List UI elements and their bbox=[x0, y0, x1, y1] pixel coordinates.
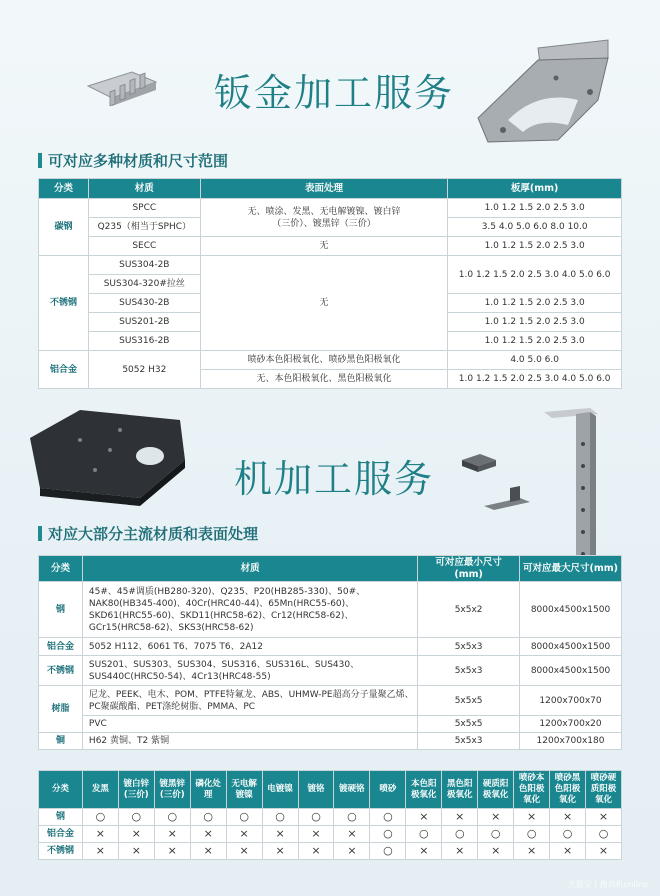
table-row bbox=[39, 686, 622, 716]
sheet-section-title: 可对应多种材质和尺寸范围 bbox=[48, 152, 229, 170]
compat-mark-cell: × bbox=[442, 809, 478, 826]
surface-header-15: 喷砂硬质阳极氧化 bbox=[586, 771, 622, 809]
long-rail-part-image bbox=[538, 404, 608, 574]
table-header-row bbox=[39, 771, 622, 809]
surface-header-5: 无电解镀镍 bbox=[226, 771, 262, 809]
compat-mark-cell: × bbox=[118, 843, 154, 860]
thickness-cell: 1.0 1.2 1.5 2.0 2.5 3.0 bbox=[448, 294, 622, 313]
machining-table bbox=[38, 555, 622, 750]
compat-mark-cell: × bbox=[154, 826, 190, 843]
table-header-row bbox=[39, 179, 622, 199]
sheet-section-heading bbox=[38, 150, 228, 171]
surface-cell: 喷砂本色阳极氧化、喷砂黑色阳极氧化 bbox=[200, 351, 448, 370]
compat-mark-cell: × bbox=[586, 809, 622, 826]
surface-header-3: 镀黑锌(三价) bbox=[154, 771, 190, 809]
compat-mark-cell: × bbox=[262, 826, 298, 843]
max-size-cell: 1200x700x70 bbox=[520, 686, 622, 716]
surface-header-0: 分类 bbox=[39, 771, 83, 809]
header-category: 分类 bbox=[39, 179, 89, 199]
category-cell: 铝合金 bbox=[39, 638, 83, 656]
surface-header-9: 喷砂 bbox=[370, 771, 406, 809]
machining-title: 机加工服务 bbox=[234, 457, 435, 501]
machining-section-title: 对应大部分主流材质和表面处理 bbox=[48, 525, 259, 543]
compat-mark-cell: × bbox=[298, 843, 334, 860]
l-bracket-part-image bbox=[480, 484, 538, 516]
surface-compat-table bbox=[38, 770, 622, 860]
thickness-cell: 3.5 4.0 5.0 6.0 8.0 10.0 bbox=[448, 218, 622, 237]
surface-cell: 无 bbox=[200, 256, 448, 351]
compat-mark-cell: × bbox=[334, 843, 370, 860]
category-cell: 钢 bbox=[39, 809, 83, 826]
surface-header-7: 镀铬 bbox=[298, 771, 334, 809]
surface-header-11: 黑色阳极氧化 bbox=[442, 771, 478, 809]
table-row bbox=[39, 826, 622, 843]
thickness-cell: 1.0 1.2 1.5 2.0 2.5 3.0 bbox=[448, 199, 622, 218]
table-row bbox=[39, 733, 622, 750]
compat-mark-cell: ○ bbox=[118, 809, 154, 826]
max-size-cell: 8000x4500x1500 bbox=[520, 638, 622, 656]
compat-mark-cell: × bbox=[118, 826, 154, 843]
min-size-cell: 5x5x5 bbox=[418, 686, 520, 716]
min-size-cell: 5x5x5 bbox=[418, 716, 520, 733]
table-row bbox=[39, 351, 622, 370]
compat-mark-cell: × bbox=[478, 809, 514, 826]
material-cell: SUS201-2B bbox=[88, 313, 200, 332]
material-cell: SUS316-2B bbox=[88, 332, 200, 351]
material-cell: 45#、45#调质(HB280-320)、Q235、P20(HB285-330)、50#、NAK80(HB345-400)、40Cr(HRC40-44)、65Mn(HRC55-60)、SKD61(HRC55-60)、SKD11(HRC58-62)、Cr12(HRC58-62)、GCr15(HRC58-62)、SKS3(HRC58-62) bbox=[82, 582, 417, 638]
compat-mark-cell: × bbox=[514, 843, 550, 860]
compat-mark-cell: × bbox=[586, 843, 622, 860]
max-size-cell: 8000x4500x1500 bbox=[520, 582, 622, 638]
thickness-cell: 4.0 5.0 6.0 bbox=[448, 351, 622, 370]
small-block-part-image bbox=[460, 452, 500, 474]
curved-plate-part-image bbox=[468, 30, 618, 150]
sheet-metal-title: 钣金加工服务 bbox=[214, 71, 455, 115]
compat-mark-cell: × bbox=[550, 843, 586, 860]
category-cell: 树脂 bbox=[39, 686, 83, 733]
header-material: 材质 bbox=[88, 179, 200, 199]
header-min-size: 可对应最小尺寸(mm) bbox=[418, 556, 520, 582]
surface-header-4: 磷化处理 bbox=[190, 771, 226, 809]
min-size-cell: 5x5x3 bbox=[418, 733, 520, 750]
material-cell: SPCC bbox=[88, 199, 200, 218]
header-material: 材质 bbox=[82, 556, 417, 582]
compat-mark-cell: ○ bbox=[190, 809, 226, 826]
compat-mark-cell: × bbox=[262, 843, 298, 860]
surface-header-13: 喷砂本色阳极氧化 bbox=[514, 771, 550, 809]
material-cell: SUS304-2B bbox=[88, 256, 200, 275]
compat-mark-cell: × bbox=[190, 843, 226, 860]
surface-header-10: 本色阳极氧化 bbox=[406, 771, 442, 809]
compat-mark-cell: × bbox=[154, 843, 190, 860]
compat-mark-cell: × bbox=[478, 843, 514, 860]
compat-mark-cell: × bbox=[406, 809, 442, 826]
compat-mark-cell: ○ bbox=[478, 826, 514, 843]
compat-mark-cell: × bbox=[298, 826, 334, 843]
compat-mark-cell: × bbox=[442, 843, 478, 860]
material-cell: H62 黄铜、T2 紫铜 bbox=[82, 733, 417, 750]
category-cell: 铝合金 bbox=[39, 351, 89, 389]
material-cell: SUS201、SUS303、SUS304、SUS316、SUS316L、SUS430、SUS440C(HRC50-54)、4Cr13(HRC48-55) bbox=[82, 656, 417, 686]
surface-header-6: 电镀镍 bbox=[262, 771, 298, 809]
compat-mark-cell: ○ bbox=[406, 826, 442, 843]
compat-mark-cell: ○ bbox=[154, 809, 190, 826]
table-row bbox=[39, 256, 622, 275]
min-size-cell: 5x5x3 bbox=[418, 656, 520, 686]
compat-mark-cell: ○ bbox=[442, 826, 478, 843]
category-cell: 不锈钢 bbox=[39, 843, 83, 860]
surface-cell: 无、本色阳极氧化、黑色阳极氧化 bbox=[200, 370, 448, 389]
thickness-cell: 1.0 1.2 1.5 2.0 2.5 3.0 bbox=[448, 332, 622, 351]
compat-mark-cell: ○ bbox=[334, 809, 370, 826]
surface-header-14: 喷砂黑色阳极氧化 bbox=[550, 771, 586, 809]
compat-mark-cell: ○ bbox=[586, 826, 622, 843]
category-cell: 铝合金 bbox=[39, 826, 83, 843]
compat-mark-cell: × bbox=[550, 809, 586, 826]
max-size-cell: 1200x700x20 bbox=[520, 716, 622, 733]
min-size-cell: 5x5x3 bbox=[418, 638, 520, 656]
compat-mark-cell: ○ bbox=[298, 809, 334, 826]
min-size-cell: 5x5x2 bbox=[418, 582, 520, 638]
surface-header-2: 镀白锌(三价) bbox=[118, 771, 154, 809]
material-cell: SUS430-2B bbox=[88, 294, 200, 313]
table-row bbox=[39, 809, 622, 826]
machining-section-heading bbox=[38, 523, 258, 544]
material-cell: SECC bbox=[88, 237, 200, 256]
thickness-cell: 1.0 1.2 1.5 2.0 2.5 3.0 4.0 5.0 6.0 bbox=[448, 370, 622, 389]
material-cell: Q235（相当于SPHC） bbox=[88, 218, 200, 237]
category-cell: 不锈钢 bbox=[39, 656, 83, 686]
surface-cell: 无 bbox=[200, 237, 448, 256]
compat-mark-cell: × bbox=[82, 826, 118, 843]
section-bar-icon bbox=[38, 153, 42, 168]
compat-mark-cell: × bbox=[334, 826, 370, 843]
table-row bbox=[39, 656, 622, 686]
compat-mark-cell: × bbox=[514, 809, 550, 826]
compat-mark-cell: × bbox=[226, 826, 262, 843]
compat-mark-cell: ○ bbox=[82, 809, 118, 826]
compat-mark-cell: ○ bbox=[370, 843, 406, 860]
material-cell: PVC bbox=[82, 716, 417, 733]
surface-header-1: 发黑 bbox=[82, 771, 118, 809]
compat-mark-cell: × bbox=[82, 843, 118, 860]
max-size-cell: 8000x4500x1500 bbox=[520, 656, 622, 686]
thickness-cell: 1.0 1.2 1.5 2.0 2.5 3.0 bbox=[448, 237, 622, 256]
table-row bbox=[39, 199, 622, 218]
compat-mark-cell: ○ bbox=[370, 809, 406, 826]
compat-mark-cell: ○ bbox=[370, 826, 406, 843]
compat-mark-cell: × bbox=[190, 826, 226, 843]
material-cell: 5052 H32 bbox=[88, 351, 200, 389]
material-cell: 尼龙、PEEK、电木、POM、PTFE特氟龙、ABS、UHMW-PE超高分子量聚乙烯、PC聚碳酸酯、PET涤纶树脂、PMMA、PC bbox=[82, 686, 417, 716]
bracket-part-image bbox=[82, 66, 162, 118]
surface-cell: 无、喷涂、发黑、无电解镀镍、镀白锌（三价）、镀黑锌（三价） bbox=[200, 199, 448, 237]
table-row bbox=[39, 716, 622, 733]
category-cell: 碳钢 bbox=[39, 199, 89, 256]
table-row bbox=[39, 582, 622, 638]
max-size-cell: 1200x700x180 bbox=[520, 733, 622, 750]
sheet-metal-table bbox=[38, 178, 622, 389]
table-header-row bbox=[39, 556, 622, 582]
table-row bbox=[39, 237, 622, 256]
header-category: 分类 bbox=[39, 556, 83, 582]
compat-mark-cell: ○ bbox=[262, 809, 298, 826]
surface-header-12: 硬质阳极氧化 bbox=[478, 771, 514, 809]
table-row bbox=[39, 843, 622, 860]
category-cell: 钢 bbox=[39, 582, 83, 638]
category-cell: 不锈钢 bbox=[39, 256, 89, 351]
footer-credit: 天猫宝 | 搜商机online bbox=[567, 880, 648, 889]
compat-mark-cell: ○ bbox=[514, 826, 550, 843]
header-max-size: 可对应最大尺寸(mm) bbox=[520, 556, 622, 582]
header-thickness: 板厚(mm) bbox=[448, 179, 622, 199]
material-cell: SUS304-320#拉丝 bbox=[88, 275, 200, 294]
section-bar-icon bbox=[38, 526, 42, 541]
surface-header-8: 镀硬铬 bbox=[334, 771, 370, 809]
black-plate-part-image bbox=[20, 400, 190, 510]
material-cell: 5052 H112、6061 T6、7075 T6、2A12 bbox=[82, 638, 417, 656]
compat-mark-cell: ○ bbox=[226, 809, 262, 826]
compat-mark-cell: × bbox=[226, 843, 262, 860]
compat-mark-cell: ○ bbox=[550, 826, 586, 843]
category-cell: 铜 bbox=[39, 733, 83, 750]
thickness-cell: 1.0 1.2 1.5 2.0 2.5 3.0 bbox=[448, 313, 622, 332]
compat-mark-cell: × bbox=[406, 843, 442, 860]
thickness-cell: 1.0 1.2 1.5 2.0 2.5 3.0 4.0 5.0 6.0 bbox=[448, 256, 622, 294]
header-surface: 表面处理 bbox=[200, 179, 448, 199]
table-row bbox=[39, 638, 622, 656]
